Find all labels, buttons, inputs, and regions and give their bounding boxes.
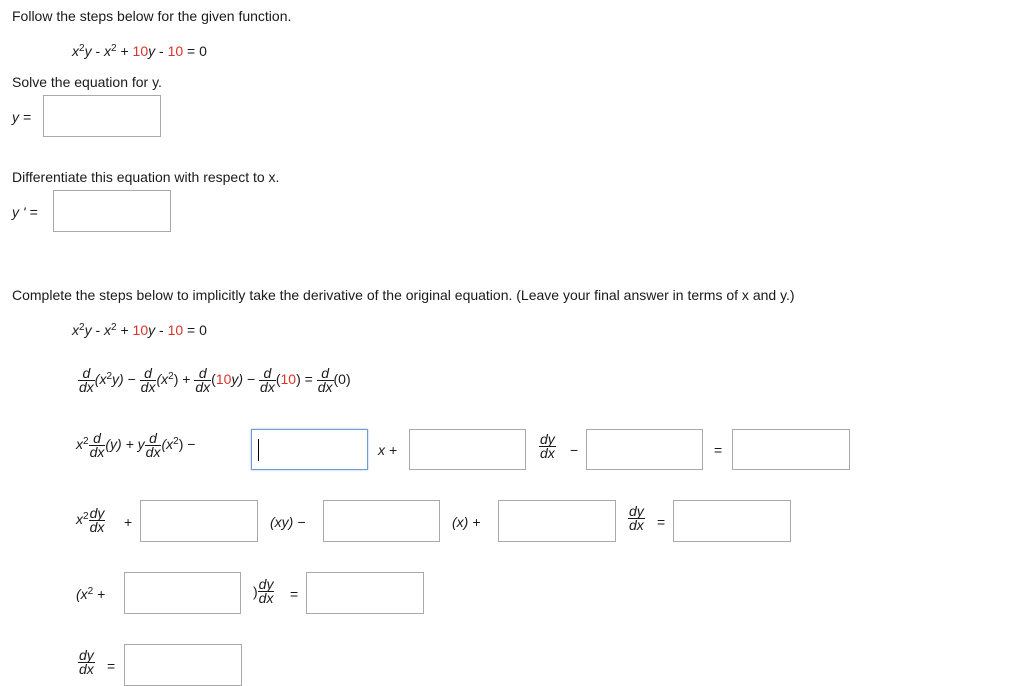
- differentiate-instruction: Differentiate this equation with respect to x.: [12, 169, 280, 185]
- d-dx-fraction: $\frac{d}{dx}$: [145, 430, 161, 460]
- close-minus: ) −: [178, 436, 196, 453]
- dy-dx-fraction: $\frac{dy}{dx}$: [629, 503, 644, 533]
- y-paren: (y): [105, 436, 122, 453]
- term5: (0): [333, 371, 351, 388]
- d-dx-fraction: $\frac{d}{dx}$: [89, 430, 105, 460]
- plus-y: + y: [121, 436, 145, 453]
- eq-equals-zero: = 0: [183, 43, 207, 59]
- step2-input-1[interactable]: [251, 429, 368, 470]
- y-equals-label: y =: [12, 109, 32, 125]
- eq-x: x: [72, 43, 79, 59]
- step3-dy-dx: [628, 505, 645, 532]
- step3-input-1[interactable]: [140, 500, 258, 542]
- d-dx-fraction: $\frac{d}{dx}$: [317, 365, 333, 395]
- term1: $(x^2y)$: [94, 371, 124, 388]
- eq-equals-zero: = 0: [183, 322, 207, 338]
- term4: (10): [275, 371, 301, 388]
- step3-input-2[interactable]: [323, 500, 440, 542]
- step3-x-plus: (x) +: [452, 514, 481, 530]
- d-dx-fraction: $\frac{d}{dx}$: [260, 365, 275, 395]
- eq-plus: +: [116, 322, 133, 338]
- d-dx-fraction: $\frac{d}{dx}$: [79, 365, 94, 395]
- step4-input-2[interactable]: [306, 572, 424, 614]
- plus1: +: [178, 371, 195, 388]
- exp: 2: [83, 511, 89, 523]
- term3: (10y): [211, 371, 244, 388]
- term2: $(x^2)$: [156, 371, 179, 388]
- step4-input-1[interactable]: [124, 572, 241, 614]
- step5-equals: =: [107, 658, 116, 674]
- eq-ten-const: 10: [167, 43, 184, 59]
- dy-dx-fraction: $\frac{dy}{dx}$: [79, 647, 94, 677]
- dy-dx-fraction: $\frac{dy}{dx}$: [258, 576, 274, 606]
- eq-minus: -: [91, 322, 105, 338]
- eq-ten-coef: 10: [132, 43, 149, 59]
- step2-input-3[interactable]: [586, 429, 703, 470]
- step3-input-3[interactable]: [498, 500, 616, 542]
- eq-y: y: [84, 322, 92, 338]
- step5-dy-dx: [78, 649, 95, 676]
- given-equation: [72, 42, 207, 60]
- eq-x2: x: [104, 322, 112, 338]
- step5-input-1[interactable]: [124, 644, 242, 686]
- step4-open: ($x^2$ +: [76, 586, 106, 602]
- step3-input-4[interactable]: [673, 500, 791, 542]
- x-var: x: [76, 511, 83, 528]
- y-prime-label: y ' =: [12, 204, 38, 220]
- x-squared-open: (x: [161, 436, 174, 453]
- step3-xy-minus: (xy) −: [270, 514, 306, 530]
- dy-dx-fraction: $\frac{dy}{dx}$: [89, 505, 105, 535]
- step1-expression: [78, 367, 351, 394]
- eq-x: x: [72, 322, 79, 338]
- step2-input-4[interactable]: [732, 429, 850, 470]
- eq-exp: 2: [79, 43, 85, 54]
- x-var: x: [76, 436, 83, 453]
- eq-y: y: [84, 43, 92, 59]
- minus2: −: [243, 371, 260, 388]
- step3-lead: [76, 507, 105, 534]
- original-equation: [72, 321, 207, 339]
- eq-ten-coef: 10: [132, 322, 149, 338]
- eq-exp: 2: [79, 322, 85, 333]
- eq-ten-const: 10: [167, 322, 184, 338]
- intro-instruction: Follow the steps below for the given function.: [12, 8, 292, 24]
- step2-x-plus: x +: [378, 442, 398, 458]
- step4-equals: =: [290, 586, 299, 602]
- eq-x2: x: [104, 43, 112, 59]
- step2-minus: −: [570, 442, 579, 458]
- eq-minus: -: [91, 43, 105, 59]
- y-answer-input[interactable]: [43, 95, 161, 137]
- d-dx-fraction: $\frac{d}{dx}$: [195, 365, 211, 395]
- close-paren: ): [253, 583, 258, 600]
- step2-dy-dx: [539, 433, 556, 460]
- y-prime-answer-input[interactable]: [53, 190, 171, 232]
- eq-y2: y: [148, 43, 156, 59]
- minus1: −: [123, 371, 140, 388]
- step4-close-dy-dx: [253, 578, 274, 605]
- dy-dx-fraction: $\frac{dy}{dx}$: [540, 431, 555, 461]
- eq-plus: +: [116, 43, 133, 59]
- step3-equals: =: [657, 514, 666, 530]
- eq-exp2: 2: [111, 43, 117, 54]
- exp: 2: [83, 436, 89, 448]
- eq-y2: y: [148, 322, 156, 338]
- equals: =: [300, 371, 317, 388]
- step2-expression: [76, 432, 195, 459]
- eq-minus2: -: [155, 322, 168, 338]
- text-caret: [258, 439, 259, 461]
- step2-input-2[interactable]: [409, 429, 526, 470]
- d-dx-fraction: $\frac{d}{dx}$: [140, 365, 156, 395]
- complete-steps-instruction: Complete the steps below to implicitly take the derivative of the original equation. (Leave your final answer in terms of x and y.): [12, 287, 795, 303]
- eq-minus2: -: [155, 43, 168, 59]
- eq-exp2: 2: [111, 322, 117, 333]
- solve-instruction: Solve the equation for y.: [12, 74, 162, 90]
- step2-equals: =: [714, 442, 723, 458]
- exp: 2: [173, 436, 179, 448]
- step3-plus: +: [124, 514, 133, 530]
